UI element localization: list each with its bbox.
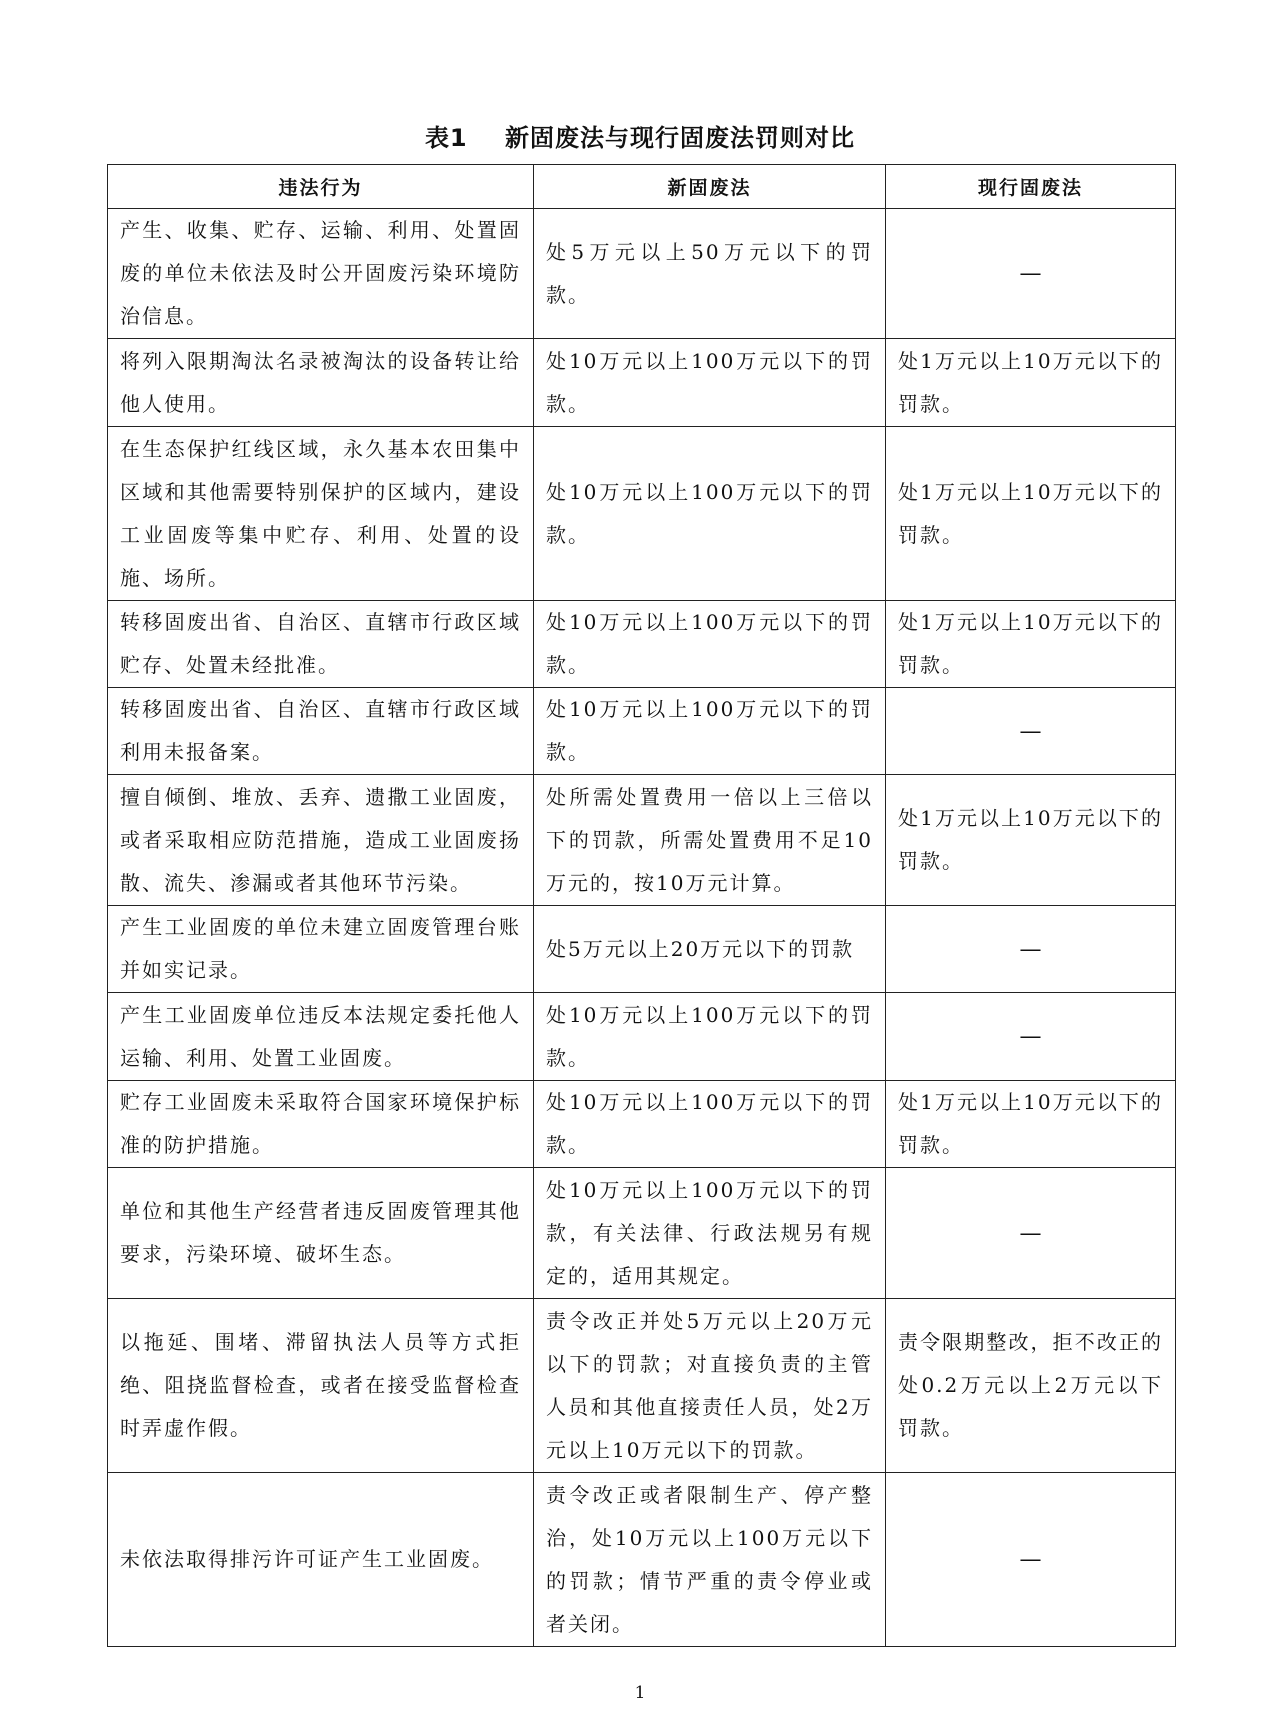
current-law-cell: —: [886, 1168, 1176, 1299]
table-row: [108, 601, 1176, 688]
new-law-cell: 处10万元以上100万元以下的罚款，有关法律、行政法规另有规定的，适用其规定。: [534, 1168, 886, 1299]
current-law-cell: —: [886, 906, 1176, 993]
table-row: [108, 1168, 1176, 1299]
table-row: [108, 775, 1176, 906]
table-row: [108, 993, 1176, 1081]
violation-cell: 在生态保护红线区域，永久基本农田集中区域和其他需要特别保护的区域内，建设工业固废等集中贮存、利用、处置的设施、场所。: [108, 427, 534, 601]
table-row: [108, 1081, 1176, 1168]
current-law-cell: 处1万元以上10万元以下的罚款。: [886, 339, 1176, 427]
table-header-row: [108, 165, 1176, 209]
table-row: [108, 427, 1176, 601]
new-law-cell: 处10万元以上100万元以下的罚款。: [534, 427, 886, 601]
violation-cell: 以拖延、围堵、滞留执法人员等方式拒绝、阻挠监督检查，或者在接受监督检查时弄虚作假。: [108, 1299, 534, 1473]
current-law-cell: 责令限期整改，拒不改正的处0.2万元以上2万元以下罚款。: [886, 1299, 1176, 1473]
table-row: [108, 339, 1176, 427]
violation-cell: 产生工业固废的单位未建立固废管理台账并如实记录。: [108, 906, 534, 993]
new-law-cell: 处所需处置费用一倍以上三倍以下的罚款，所需处置费用不足10万元的，按10万元计算。: [534, 775, 886, 906]
table-row: [108, 1299, 1176, 1473]
violation-cell: 产生、收集、贮存、运输、利用、处置固废的单位未依法及时公开固废污染环境防治信息。: [108, 209, 534, 339]
new-law-cell: 处10万元以上100万元以下的罚款。: [534, 1081, 886, 1168]
current-law-cell: —: [886, 688, 1176, 775]
current-law-cell: 处1万元以上10万元以下的罚款。: [886, 1081, 1176, 1168]
table-row: [108, 1473, 1176, 1647]
current-law-cell: —: [886, 1473, 1176, 1647]
current-law-cell: —: [886, 993, 1176, 1081]
new-law-cell: 责令改正或者限制生产、停产整治，处10万元以上100万元以下的罚款；情节严重的责令停业或者关闭。: [534, 1473, 886, 1647]
new-law-cell: 处10万元以上100万元以下的罚款。: [534, 339, 886, 427]
new-law-cell: 处10万元以上100万元以下的罚款。: [534, 993, 886, 1081]
new-law-cell: 处5万元以上20万元以下的罚款: [534, 906, 886, 993]
page-number: 1: [634, 1683, 646, 1703]
header-new-law: 新固废法: [534, 165, 886, 209]
current-law-cell: 处1万元以上10万元以下的罚款。: [886, 775, 1176, 906]
current-law-cell: 处1万元以上10万元以下的罚款。: [886, 601, 1176, 688]
new-law-cell: 处10万元以上100万元以下的罚款。: [534, 601, 886, 688]
new-law-cell: 责令改正并处5万元以上20万元以下的罚款；对直接负责的主管人员和其他直接责任人员，处2万元以上10万元以下的罚款。: [534, 1299, 886, 1473]
table-row: [108, 906, 1176, 993]
header-current-law: 现行固废法: [886, 165, 1176, 209]
header-violation: 违法行为: [108, 165, 534, 209]
violation-cell: 转移固废出省、自治区、直辖市行政区域贮存、处置未经批准。: [108, 601, 534, 688]
comparison-table: [107, 164, 1176, 1647]
violation-cell: 转移固废出省、自治区、直辖市行政区域利用未报备案。: [108, 688, 534, 775]
current-law-cell: 处1万元以上10万元以下的罚款。: [886, 427, 1176, 601]
violation-cell: 未依法取得排污许可证产生工业固废。: [108, 1473, 534, 1647]
table-title: 表1 新固废法与现行固废法罚则对比: [424, 124, 856, 152]
violation-cell: 贮存工业固废未采取符合国家环境保护标准的防护措施。: [108, 1081, 534, 1168]
violation-cell: 擅自倾倒、堆放、丢弃、遗撒工业固废，或者采取相应防范措施，造成工业固废扬散、流失、渗漏或者其他环节污染。: [108, 775, 534, 906]
violation-cell: 将列入限期淘汰名录被淘汰的设备转让给他人使用。: [108, 339, 534, 427]
new-law-cell: 处10万元以上100万元以下的罚款。: [534, 688, 886, 775]
table-row: [108, 688, 1176, 775]
table-row: [108, 209, 1176, 339]
violation-cell: 产生工业固废单位违反本法规定委托他人运输、利用、处置工业固废。: [108, 993, 534, 1081]
new-law-cell: 处5万元以上50万元以下的罚款。: [534, 209, 886, 339]
current-law-cell: —: [886, 209, 1176, 339]
violation-cell: 单位和其他生产经营者违反固废管理其他要求，污染环境、破坏生态。: [108, 1168, 534, 1299]
